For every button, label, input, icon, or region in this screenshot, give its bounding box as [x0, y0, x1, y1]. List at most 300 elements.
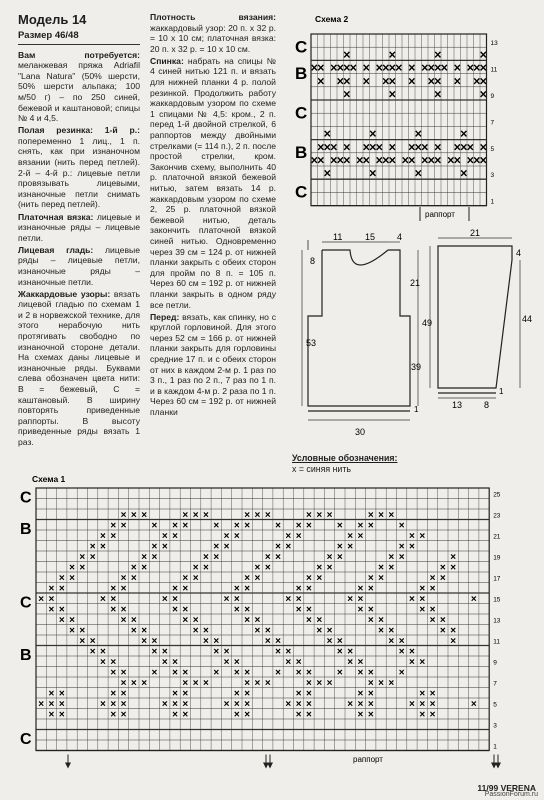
schema-1-stitch-mark: × — [306, 709, 312, 721]
schema-2-row-number: 1 — [490, 198, 495, 206]
schema-1-row-number: 11 — [493, 638, 500, 646]
schema-2-color-letter: B — [295, 63, 308, 83]
schema-1-stitch-mark: × — [120, 583, 127, 595]
legend-title: Условные обозначения: — [292, 453, 398, 463]
schema-1-stitch-mark: × — [398, 667, 405, 679]
schema-1-stitch-mark: × — [182, 520, 189, 532]
schema-2-stitch-mark: × — [343, 74, 351, 89]
sleeve-dimension-lines — [430, 238, 520, 398]
schema-1-stitch-mark: × — [182, 573, 189, 584]
schema-2-stitch-mark: × — [473, 153, 481, 168]
sleeve-dim-bottom-right: 8 — [484, 400, 490, 410]
schema-1-stitch-mark: × — [254, 615, 261, 626]
schema-1-stitch-mark: × — [244, 667, 251, 679]
front-dim-side-top: 8 — [310, 256, 316, 266]
schema-1-stitch-mark: × — [110, 699, 117, 710]
schema-1-stitch-mark: × — [429, 699, 436, 710]
schema-1-stitch-mark: × — [223, 594, 230, 605]
schema-1-stitch-mark: × — [172, 604, 178, 616]
schema-1-stitch-mark: × — [110, 688, 117, 700]
schema-2-stitch-mark: × — [460, 140, 468, 155]
page-footer: 11/99 VERENA — [477, 783, 536, 793]
schema-1-stitch-mark: × — [429, 583, 436, 595]
schema-1-stitch-mark: × — [161, 541, 168, 553]
schema-1-stitch-mark: × — [295, 594, 302, 605]
schema-1-stitch-mark: × — [233, 604, 240, 616]
schema-1-stitch-mark: × — [306, 583, 312, 595]
schema-2-stitch-mark: × — [323, 166, 331, 181]
schema-1-stitch-mark: × — [326, 678, 333, 689]
schema-1-stitch-mark: × — [367, 583, 374, 595]
schema-1-stitch-mark: × — [285, 531, 292, 542]
schema-1-stitch-mark: × — [213, 646, 220, 658]
schema-1-stitch-mark: × — [347, 657, 354, 668]
schema-1-stitch-mark: × — [223, 531, 230, 542]
schema-1-stitch-mark: × — [244, 678, 251, 689]
schema-1-stitch-mark: × — [100, 699, 106, 710]
schema-1-stitch-mark: × — [38, 594, 45, 605]
schema-1-stitch-mark: × — [357, 594, 364, 605]
schema-2-stitch-mark: × — [382, 61, 390, 76]
schema-1-stitch-mark: × — [48, 604, 55, 616]
schema-1-stitch-mark: × — [409, 699, 415, 710]
sleeve-dim-top: 21 — [470, 228, 481, 238]
schema-1-stitch-mark: × — [182, 699, 189, 710]
schema-1-stitch-mark: × — [439, 573, 446, 584]
schema-1-stitch-mark: × — [120, 604, 127, 616]
schema-1-stitch-mark: × — [58, 604, 65, 616]
schema-1-stitch-mark: × — [89, 646, 96, 658]
schema-2-stitch-mark: × — [479, 153, 487, 168]
schema-1-stitch-mark: × — [264, 510, 271, 521]
schema-2-stitch-mark: × — [453, 140, 461, 155]
schema-2-stitch-mark: × — [330, 61, 338, 76]
schema-1-stitch-mark: × — [275, 667, 281, 679]
schema-1-stitch-mark: × — [367, 688, 374, 700]
schema-1-stitch-mark: × — [306, 688, 312, 700]
schema-1-stitch-mark: × — [120, 510, 127, 521]
schema-2-rapport-label: раппорт — [425, 210, 455, 219]
schema-1-stitch-mark: × — [151, 667, 158, 679]
schema-1-stitch-mark: × — [233, 520, 240, 532]
schema-1-stitch-mark: × — [429, 615, 436, 626]
schema-1-stitch-mark: × — [450, 552, 457, 563]
schema-1-stitch-mark: × — [69, 625, 75, 637]
gauge-paragraph — [150, 12, 276, 54]
schema-1-stitch-mark: × — [58, 583, 65, 595]
schema-2-color-letter: C — [295, 103, 308, 123]
schema-1-stitch-mark: × — [203, 552, 209, 563]
front-heading: Перед: — [150, 311, 180, 322]
schema-1-stitch-mark: × — [378, 562, 384, 574]
schema-2-row-number: 13 — [490, 40, 498, 48]
schema-1-row-number: 5 — [493, 701, 497, 709]
schema-2-stitch-mark: × — [421, 153, 429, 168]
stockinette-paragraph — [18, 245, 140, 287]
schema-1-stitch-mark: × — [110, 531, 117, 542]
schema-1-stitch-mark: × — [264, 678, 271, 689]
stockinette-heading: Лицевая гладь: — [18, 244, 94, 255]
schema-1-stitch-mark: × — [285, 657, 292, 668]
schema-2-stitch-mark: × — [479, 87, 487, 102]
schema-1-stitch-mark: × — [182, 688, 189, 700]
schema-1-color-letter: C — [20, 731, 32, 749]
schema-1-stitch-mark: × — [306, 604, 312, 616]
schema-1-stitch-mark: × — [223, 657, 230, 668]
schema-1-stitch-mark: × — [409, 657, 415, 668]
schema-1-stitch-mark: × — [264, 625, 271, 637]
schema-1-stitch-mark: × — [306, 573, 312, 584]
schema-1-stitch-mark: × — [450, 562, 457, 574]
schema-1-stitch-mark: × — [48, 594, 55, 605]
schema-1-stitch-mark: × — [130, 625, 137, 637]
schema-1-stitch-mark: × — [58, 573, 65, 584]
schema-2-row-number: 9 — [490, 93, 495, 100]
schema-2-stitch-mark: × — [343, 61, 351, 76]
schema-2-stitch-mark: × — [323, 127, 331, 142]
schema-1-stitch-mark: × — [295, 604, 302, 616]
schema-2-stitch-mark: × — [382, 74, 390, 89]
schema-1-stitch-mark: × — [398, 636, 405, 647]
schema-2-stitch-mark: × — [473, 74, 481, 89]
schema-1-stitch-mark: × — [151, 552, 158, 563]
schema-1-stitch-mark: × — [347, 541, 354, 553]
schema-1-stitch-mark: × — [69, 615, 75, 626]
materials-heading: Вам потребуется: — [18, 49, 140, 60]
schema-1-stitch-mark: × — [378, 625, 384, 637]
schema-1-stitch-mark: × — [336, 636, 343, 647]
schema-1-stitch-mark: × — [38, 699, 45, 710]
schema-2-stitch-mark: × — [414, 140, 422, 155]
schema-2-stitch-mark: × — [434, 47, 442, 62]
schema-2-stitch-mark: × — [310, 61, 318, 76]
schema-1-stitch-mark: × — [130, 510, 137, 521]
schema-1-stitch-mark: × — [192, 573, 199, 584]
schema-1-stitch-mark: × — [48, 688, 55, 700]
schema-1-grid — [20, 488, 501, 769]
schema-2-stitch-mark: × — [343, 87, 351, 102]
schema-1-stitch-mark: × — [429, 573, 436, 584]
schema-1-stitch-mark: × — [367, 667, 374, 679]
schema-1-stitch-mark: × — [172, 657, 178, 668]
schema-1-stitch-mark: × — [130, 573, 137, 584]
schema-2-stitch-mark: × — [369, 140, 377, 155]
schema-1-stitch-mark: × — [306, 615, 312, 626]
schema-1-stitch-mark: × — [79, 625, 86, 637]
schema-2-stitch-mark: × — [479, 140, 487, 155]
schema-1-stitch-mark: × — [130, 678, 137, 689]
schema-1-row-number: 7 — [493, 680, 497, 688]
schema-1-stitch-mark: × — [89, 636, 96, 647]
schema-1-stitch-mark: × — [100, 531, 106, 542]
schema-1-stitch-mark: × — [295, 583, 302, 595]
schema-1-stitch-mark: × — [367, 615, 374, 626]
schema-1-stitch-mark: × — [357, 688, 364, 700]
schema-2-stitch-mark: × — [362, 74, 370, 89]
schema-2-grid — [295, 34, 498, 206]
schema-2-stitch-mark: × — [421, 140, 429, 155]
schema-1-stitch-mark: × — [285, 646, 292, 658]
schema-2-stitch-mark: × — [408, 153, 416, 168]
schema-1-stitch-mark: × — [223, 646, 230, 658]
schema-1-stitch-mark: × — [357, 604, 364, 616]
schema-1-stitch-mark: × — [295, 688, 302, 700]
schema-1-chart — [8, 472, 528, 782]
schema-2-stitch-mark: × — [310, 153, 318, 168]
schema-2-row-number: 11 — [490, 66, 498, 74]
schema-1-stitch-mark: × — [367, 573, 374, 584]
schema-1-stitch-mark: × — [141, 510, 148, 521]
schema-1-stitch-mark: × — [172, 709, 178, 721]
schema-2-stitch-mark: × — [330, 140, 338, 155]
schema-1-stitch-mark: × — [295, 699, 302, 710]
schema-2-stitch-mark: × — [343, 47, 351, 62]
schema-1-stitch-mark: × — [58, 615, 65, 626]
schema-1-stitch-mark: × — [326, 636, 333, 647]
schema-1-stitch-mark: × — [450, 625, 457, 637]
schema-2-stitch-mark: × — [427, 61, 435, 76]
schema-2-stitch-mark: × — [343, 153, 351, 168]
schema-1-stitch-mark: × — [378, 510, 384, 521]
schema-1-stitch-mark: × — [100, 594, 106, 605]
schema-1-stitch-mark: × — [172, 520, 178, 532]
schema-2-row-number: 7 — [490, 119, 495, 127]
schema-1-stitch-mark: × — [110, 657, 117, 668]
schema-2-stitch-mark: × — [336, 61, 344, 76]
schema-1-stitch-mark: × — [213, 636, 220, 647]
schema-2-stitch-mark: × — [362, 61, 370, 76]
schema-1-stitch-mark: × — [233, 688, 240, 700]
schema-1-stitch-mark: × — [182, 678, 189, 689]
schema-2-stitch-mark: × — [479, 47, 487, 62]
schema-1-stitch-mark: × — [254, 510, 261, 521]
schema-2-stitch-mark: × — [317, 61, 325, 76]
gauge-text: жаккардовый узор: 20 п. х 32 р. = 10 х 10 см; платочная вязка: 20 п. х 32 р. = 10 х 10 см. — [150, 22, 276, 54]
schema-2-stitch-mark: × — [434, 87, 442, 102]
schema-2-stitch-mark: × — [317, 153, 325, 168]
garment-diagrams — [300, 228, 540, 446]
schema-1-stitch-mark: × — [182, 709, 189, 721]
schema-2-stitch-mark: × — [447, 153, 455, 168]
schema-1-stitch-mark: × — [233, 667, 240, 679]
schema-1-stitch-mark: × — [254, 678, 261, 689]
schema-1-stitch-mark: × — [141, 552, 148, 563]
schema-1-stitch-mark: × — [151, 636, 158, 647]
rib-paragraph — [18, 125, 140, 210]
schema-2-stitch-mark: × — [317, 74, 325, 89]
schema-1-rapport-label: раппорт — [353, 755, 383, 764]
schema-1-stitch-mark: × — [110, 667, 117, 679]
schema-1-stitch-mark: × — [419, 604, 426, 616]
schema-1-stitch-mark: × — [182, 615, 189, 626]
garter-paragraph — [18, 212, 140, 244]
schema-1-title: Схема 1 — [32, 474, 66, 484]
schema-2-stitch-mark: × — [434, 61, 442, 76]
schema-1-stitch-mark: × — [151, 646, 158, 658]
front-dim-top-right: 4 — [397, 232, 403, 242]
schema-1-stitch-mark: × — [316, 678, 323, 689]
schema-2-row-number: 3 — [490, 172, 495, 180]
schema-1-stitch-mark: × — [120, 615, 127, 626]
schema-2-stitch-mark: × — [427, 153, 435, 168]
schema-1-stitch-mark: × — [244, 520, 251, 532]
schema-2-stitch-mark: × — [401, 153, 409, 168]
schema-2-stitch-mark: × — [388, 74, 396, 89]
schema-2-stitch-mark: × — [408, 140, 416, 155]
jacquard-heading: Жаккардовые узоры: — [18, 288, 111, 299]
schema-2-chart — [285, 14, 515, 224]
schema-1-stitch-mark: × — [48, 709, 55, 721]
schema-1-row-number: 19 — [493, 554, 501, 562]
schema-1-stitch-mark: × — [439, 615, 446, 626]
schema-1-stitch-mark: × — [336, 541, 343, 553]
garter-text: лицевые и изнаночные ряды – лицевые петли. — [18, 211, 140, 243]
front-dim-base: 30 — [355, 427, 366, 437]
schema-1-stitch-mark: × — [120, 667, 127, 679]
schema-2-color-letter: C — [295, 182, 308, 202]
schema-1-row-number: 25 — [493, 491, 501, 499]
schema-1-stitch-mark: × — [367, 510, 374, 521]
schema-1-stitch-mark: × — [419, 583, 426, 595]
schema-1-stitch-mark: × — [172, 667, 178, 679]
schema-1-stitch-mark: × — [264, 636, 271, 647]
schema-1-stitch-mark: × — [120, 520, 127, 532]
schema-1-stitch-mark: × — [388, 510, 395, 521]
schema-1-stitch-mark: × — [172, 531, 178, 542]
schema-1-stitch-mark: × — [306, 699, 312, 710]
schema-1-stitch-mark: × — [233, 699, 240, 710]
sleeve-dim-right: 44 — [522, 314, 533, 324]
schema-1-stitch-mark: × — [398, 520, 405, 532]
schema-1-row-number: 1 — [493, 743, 497, 751]
schema-1-row-number: 21 — [493, 533, 501, 541]
schema-1-stitch-mark: × — [182, 583, 189, 595]
jacquard-paragraph — [18, 289, 140, 448]
sleeve-dim-rib: 1 — [499, 387, 504, 396]
rib-text: попеременно 1 лиц., 1 п. снять, как при изнаночном вязании (нить перед петлей). 2-й – 4-й р.: лицевые петли провязывать лицевыми, изнаночные петли снимать (нить перед петлей). — [18, 135, 140, 210]
schema-2-stitch-mark: × — [473, 61, 481, 76]
schema-1-stitch-mark: × — [192, 510, 199, 521]
schema-1-stitch-mark: × — [419, 688, 426, 700]
schema-1-stitch-mark: × — [326, 552, 333, 563]
schema-1-stitch-mark: × — [336, 520, 343, 532]
schema-2-stitch-mark: × — [323, 140, 331, 155]
schema-1-stitch-mark: × — [161, 646, 168, 658]
schema-2-row-number: 5 — [490, 145, 495, 153]
schema-1-stitch-mark: × — [244, 573, 251, 584]
schema-2-color-letter: C — [295, 37, 308, 57]
schema-2-stitch-mark: × — [408, 74, 416, 89]
garter-heading: Платочная вязка: — [18, 211, 94, 222]
schema-1-stitch-mark: × — [233, 594, 240, 605]
front-dim-armhole: 21 — [410, 278, 421, 288]
schema-1-stitch-mark: × — [213, 667, 220, 679]
schema-1-stitch-mark: × — [367, 709, 374, 721]
schema-1-stitch-mark: × — [285, 699, 292, 710]
schema-1-stitch-mark: × — [48, 583, 55, 595]
schema-1-stitch-mark: × — [357, 531, 364, 542]
schema-1-stitch-mark: × — [388, 552, 395, 563]
front-dim-top-mid: 15 — [365, 232, 376, 242]
schema-2-stitch-mark: × — [395, 61, 403, 76]
schema-1-stitch-mark: × — [213, 541, 220, 553]
schema-1-stitch-mark: × — [419, 531, 426, 542]
schema-1-stitch-mark: × — [336, 552, 343, 563]
schema-1-stitch-mark: × — [244, 583, 251, 595]
schema-2-stitch-mark: × — [388, 47, 396, 62]
schema-1-stitch-mark: × — [347, 646, 354, 658]
schema-1-stitch-mark: × — [336, 646, 343, 658]
schema-1-stitch-mark: × — [58, 699, 65, 710]
schema-1-stitch-mark: × — [161, 531, 168, 542]
sleeve-diagram — [438, 246, 512, 393]
back-paragraph — [150, 56, 276, 310]
schema-1-stitch-mark: × — [295, 531, 302, 542]
schema-1-stitch-mark: × — [192, 678, 199, 689]
schema-1-stitch-mark: × — [316, 615, 323, 626]
schema-1-stitch-mark: × — [409, 594, 415, 605]
front-paragraph — [150, 312, 276, 418]
schema-1-row-number: 3 — [493, 722, 497, 730]
schema-1-stitch-mark: × — [244, 709, 251, 721]
schema-2-stitch-mark: × — [440, 61, 448, 76]
schema-1-stitch-mark: × — [254, 625, 261, 637]
gauge-heading: Плотность вязания: — [150, 12, 276, 22]
rapport-arrow-head — [267, 763, 273, 769]
schema-2-stitch-mark: × — [317, 140, 325, 155]
sleeve-dim-bottom-left: 13 — [452, 400, 463, 410]
legend-text: х = синяя нить — [292, 464, 351, 474]
schema-1-stitch-mark: × — [275, 520, 281, 532]
schema-1-stitch-mark: × — [326, 625, 333, 637]
schema-1-stitch-mark: × — [244, 699, 251, 710]
schema-1-stitch-mark: × — [182, 667, 189, 679]
schema-1-stitch-mark: × — [326, 562, 333, 574]
schema-2-stitch-mark: × — [434, 140, 442, 155]
rib-heading: Полая резинка: 1-й р.: — [18, 125, 140, 136]
schema-1-stitch-mark: × — [79, 552, 86, 563]
schema-1-stitch-mark: × — [110, 594, 117, 605]
schema-1-stitch-mark: × — [357, 520, 364, 532]
schema-1-stitch-mark: × — [357, 709, 364, 721]
schema-1-stitch-mark: × — [254, 573, 261, 584]
front-dim-top-left: 11 — [333, 232, 343, 242]
schema-1-stitch-mark: × — [182, 604, 189, 616]
schema-2-stitch-mark: × — [343, 140, 351, 155]
schema-1-stitch-mark: × — [347, 594, 354, 605]
schema-1-color-letter: B — [20, 647, 32, 665]
schema-1-stitch-mark: × — [203, 562, 209, 574]
schema-1-stitch-mark: × — [367, 678, 374, 689]
schema-1-stitch-mark: × — [120, 678, 127, 689]
schema-2-stitch-mark: × — [479, 74, 487, 89]
schema-2-stitch-mark: × — [375, 153, 383, 168]
schema-2-stitch-mark: × — [453, 61, 461, 76]
schema-2-title: Схема 2 — [315, 14, 349, 24]
schema-1-stitch-mark: × — [172, 594, 178, 605]
schema-2-stitch-mark: × — [330, 153, 338, 168]
schema-1-stitch-mark: × — [336, 667, 343, 679]
rapport-arrow-head — [65, 763, 71, 769]
schema-1-stitch-mark: × — [130, 562, 137, 574]
schema-2-stitch-mark: × — [414, 166, 422, 181]
schema-1-stitch-mark: × — [316, 573, 323, 584]
schema-1-stitch-mark: × — [470, 594, 477, 605]
schema-1-stitch-mark: × — [48, 699, 55, 710]
schema-1-stitch-mark: × — [419, 657, 426, 668]
schema-1-stitch-mark: × — [213, 552, 220, 563]
schema-1-stitch-mark: × — [79, 562, 86, 574]
